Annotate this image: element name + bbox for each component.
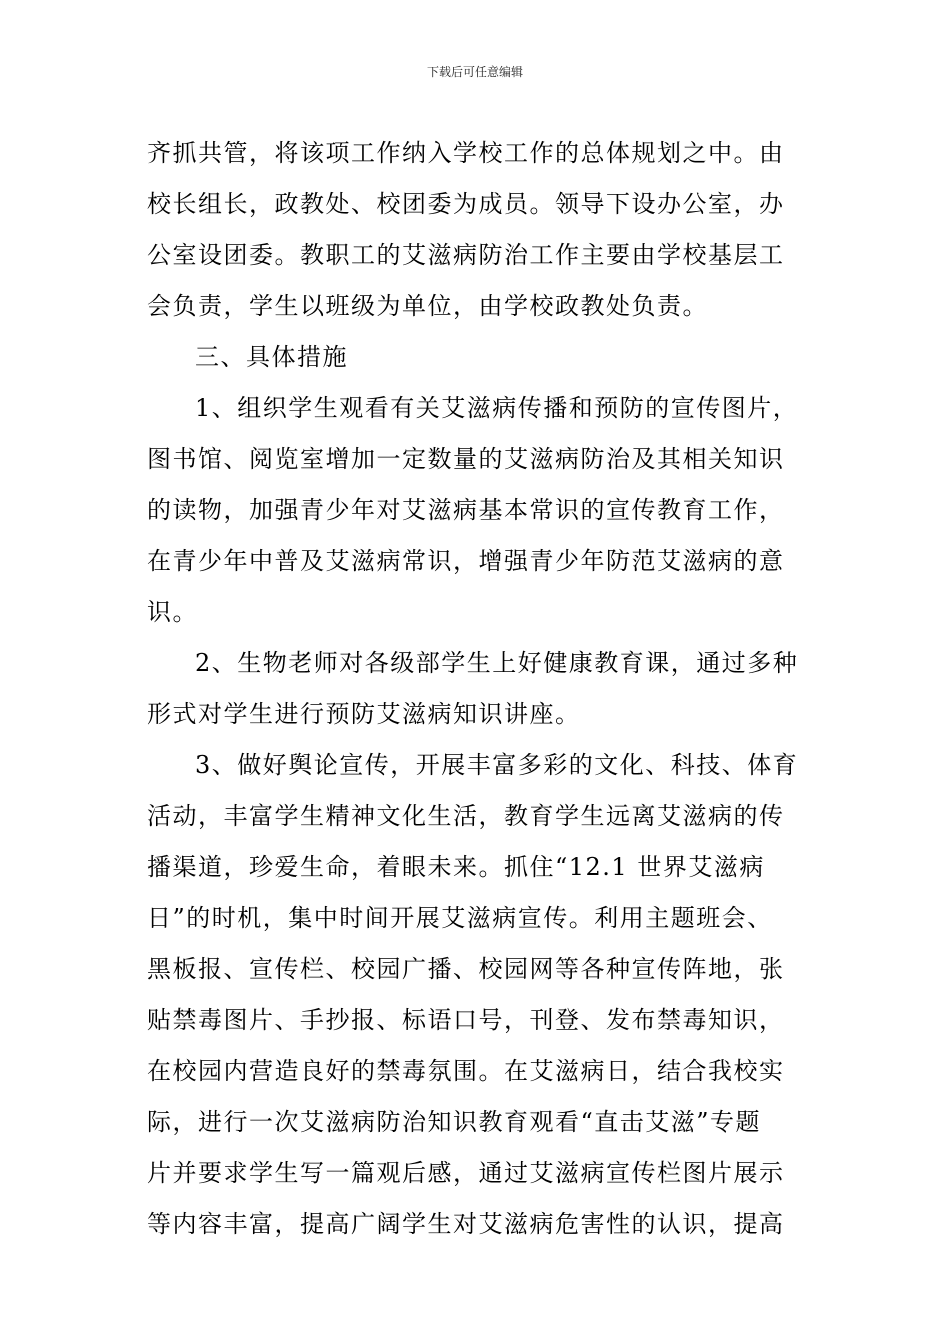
text-line: 在校园内营造良好的禁毒氛围。在艾滋病日，结合我校实 (147, 1057, 785, 1085)
text-line: 等内容丰富，提高广阔学生对艾滋病危害性的认识，提高 (147, 1210, 785, 1238)
page-header: 下载后可任意编辑 (426, 65, 523, 79)
text-line: 活动，丰富学生精神文化生活，教育学生远离艾滋病的传 (147, 802, 785, 830)
text-line: 校长组长，政教处、校团委为成员。领导下设办公室，办 (147, 190, 785, 218)
paragraph-measure-1 (147, 383, 807, 638)
heading-specific-measures: 三、具体措施 (195, 343, 348, 371)
text-line: 会负责，学生以班级为单位，由学校政教处负责。 (147, 292, 708, 320)
text-line: 识。 (147, 598, 198, 626)
text-line: 形式对学生进行预防艾滋病知识讲座。 (147, 700, 581, 728)
text-line: 公室设团委。教职工的艾滋病防治工作主要由学校基层工 (147, 241, 785, 269)
text-line: 贴禁毒图片、手抄报、标语口号，刊登、发布禁毒知识， (147, 1006, 785, 1034)
text-line: 1、组织学生观看有关艾滋病传播和预防的宣传图片， (195, 394, 799, 422)
text-line: 的读物，加强青少年对艾滋病基本常识的宣传教育工作， (147, 496, 785, 524)
text-line: 在青少年中普及艾滋病常识，增强青少年防范艾滋病的意 (147, 547, 785, 575)
paragraph-measure-3 (147, 740, 807, 1250)
document-body (147, 128, 807, 1250)
text-line: 齐抓共管，将该项工作纳入学校工作的总体规划之中。由 (147, 139, 785, 167)
section-heading (147, 332, 807, 383)
text-line: 图书馆、阅览室增加一定数量的艾滋病防治及其相关知识 (147, 445, 785, 473)
paragraph-measure-2 (147, 638, 807, 740)
text-line: 日”的时机，集中时间开展艾滋病宣传。利用主题班会、 (147, 904, 773, 932)
text-line: 黑板报、宣传栏、校园广播、校园网等各种宣传阵地，张 (147, 955, 785, 983)
text-line: 3、做好舆论宣传，开展丰富多彩的文化、科技、体育 (195, 751, 799, 779)
text-line: 播渠道，珍爱生命，着眼未来。抓住“12.1 世界艾滋病 (147, 853, 765, 881)
text-line: 际，进行一次艾滋病防治知识教育观看“直击艾滋”专题 (147, 1108, 762, 1136)
text-line: 2、生物老师对各级部学生上好健康教育课，通过多种 (195, 649, 799, 677)
text-line: 片并要求学生写一篇观后感，通过艾滋病宣传栏图片展示 (147, 1159, 785, 1187)
paragraph-responsibility (147, 128, 807, 332)
